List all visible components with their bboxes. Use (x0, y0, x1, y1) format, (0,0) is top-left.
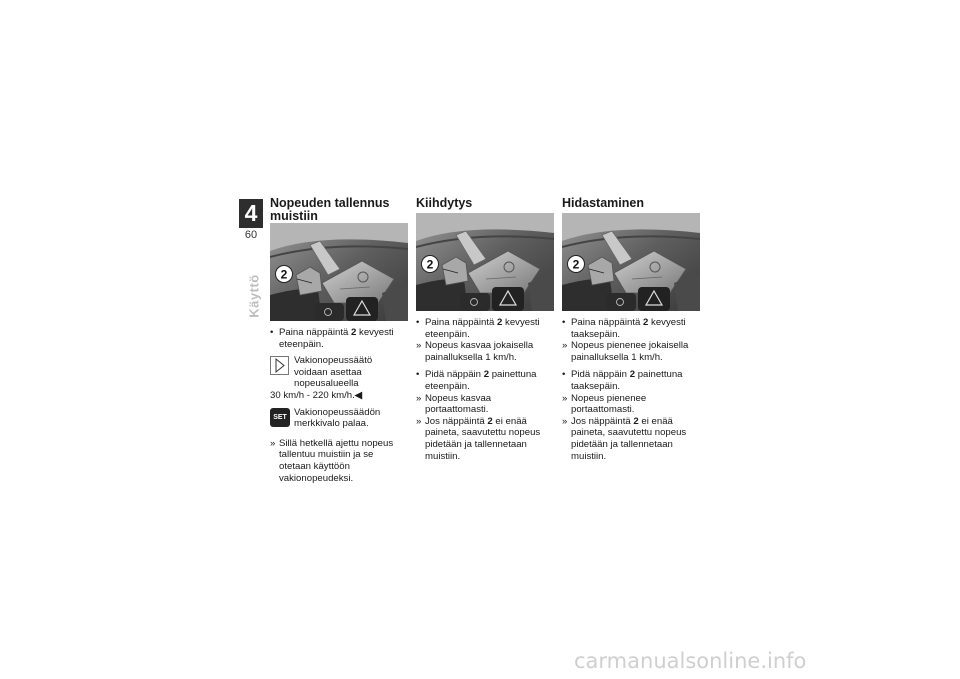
cruise-control-switch-image (416, 213, 554, 311)
step-item: • Pidä näppäin 2 painettuna eteenpäin. (416, 369, 537, 392)
result-item: » Nopeus pienenee portaattomasti. (562, 392, 647, 416)
result-item: » Nopeus kasvaa portaattomasti. (416, 392, 492, 416)
cruise-control-switch-image (562, 213, 700, 311)
result-item: » Nopeus pienenee jokaisella painalluksella 1 km/h. (562, 340, 689, 363)
info-note: Vakionopeussäätö voidaan asettaa nopeusalueella 30 km/h - 220 km/h.◀ (270, 355, 373, 401)
set-indicator-icon: SET (270, 408, 290, 427)
side-chapter-title: Käyttö (246, 274, 262, 318)
result-item: » Nopeus kasvaa jokaisella painalluksella 1 km/h. (416, 340, 534, 363)
chapter-tab: 4 (239, 199, 263, 228)
result-item: » Sillä hetkellä ajettu nopeus tallentuu muistiin ja se otetaan käyttöön vakionopeudeksi. (270, 437, 394, 484)
result-item: » Jos näppäintä 2 ei enää paineta, saavutettu nopeus pidetään ja tallennetaan muistiin. (416, 415, 541, 462)
step-item: • Paina näppäintä 2 kevyesti eteenpäin. (416, 317, 540, 340)
section-speed-memory (270, 197, 408, 484)
step-item: • Paina näppäintä 2 kevyesti eteenpäin. (270, 327, 394, 350)
callout-label: 2 (280, 267, 288, 282)
page-number: 60 (244, 229, 258, 241)
watermark: carmanualsonline.info (574, 649, 807, 673)
section-deceleration (562, 197, 700, 462)
section-heading: Nopeuden tallennus muistiin (270, 196, 390, 223)
step-item: • Paina näppäintä 2 kevyesti taaksepäin. (562, 317, 686, 340)
cruise-control-switch-image (270, 223, 408, 321)
set-indicator-note: SET Vakionopeussäädön merkkivalo palaa. (270, 407, 408, 430)
section-heading: Kiihdytys (416, 196, 473, 210)
callout-label: 2 (572, 257, 580, 272)
section-acceleration (416, 197, 554, 462)
result-item: » Jos näppäintä 2 ei enää paineta, saavutettu nopeus pidetään ja tallennetaan muistiin. (562, 415, 687, 462)
callout-label: 2 (426, 257, 434, 272)
section-heading: Hidastaminen (562, 196, 644, 210)
triangle-info-icon (270, 356, 289, 375)
step-item: • Pidä näppäin 2 painettuna taaksepäin. (562, 369, 683, 392)
